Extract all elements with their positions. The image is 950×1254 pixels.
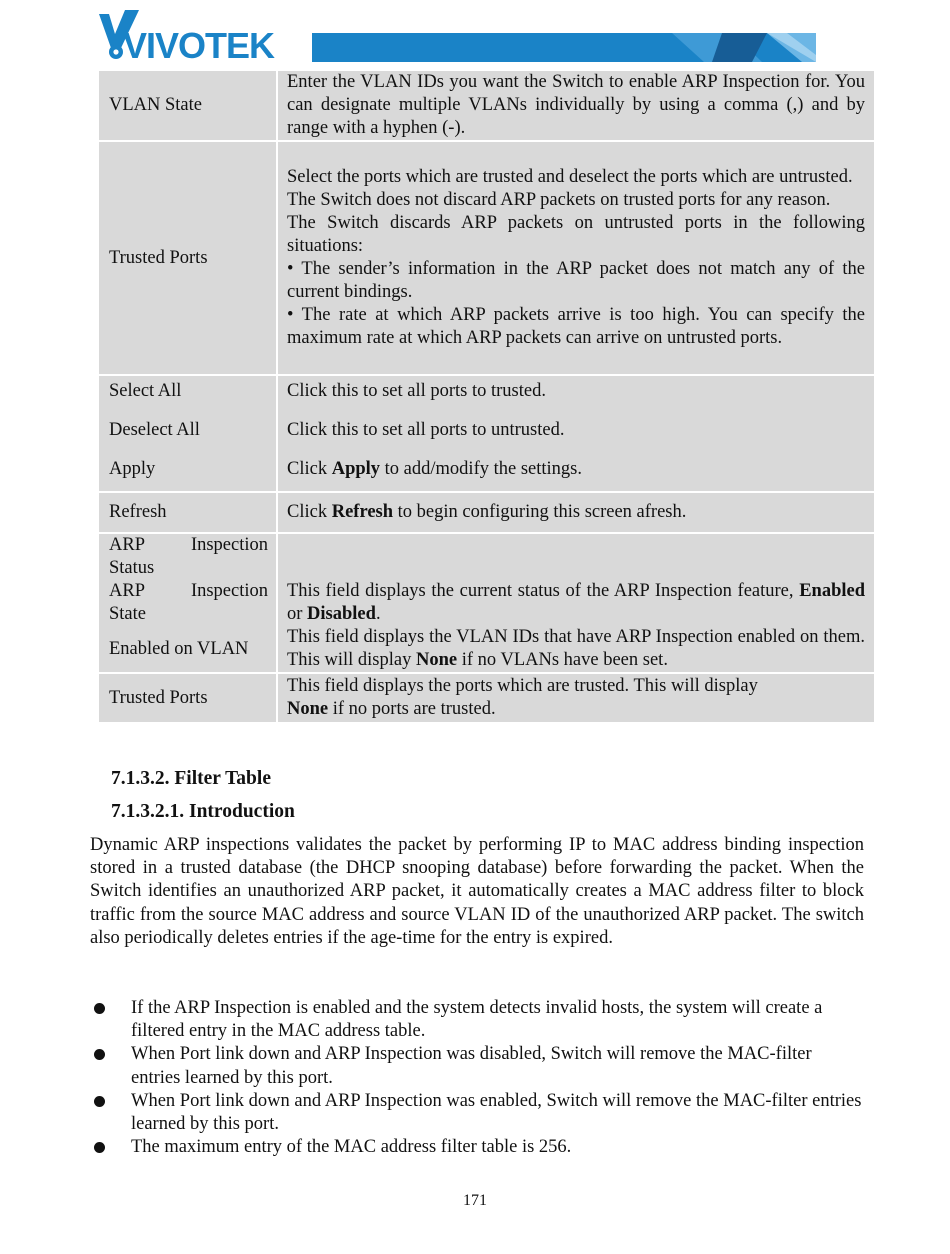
row-description-group bbox=[278, 534, 874, 674]
table-row bbox=[99, 534, 874, 674]
page-number: 171 bbox=[463, 1192, 487, 1209]
bullet-icon bbox=[94, 1096, 105, 1107]
apply-keyword: Apply bbox=[331, 459, 381, 479]
refresh-keyword: Refresh bbox=[331, 502, 394, 522]
list-item: When Port link down and ARP Inspection was disabled, Switch will remove the MAC-filter entries learned by this port. bbox=[90, 1043, 864, 1089]
list-item: If the ARP Inspection is enabled and the system detects invalid hosts, the system will create a filtered entry in the MAC address table. bbox=[90, 997, 864, 1043]
row-description: Click this to set all ports to untrusted. bbox=[287, 420, 565, 440]
bullet-icon bbox=[94, 1142, 105, 1153]
subsection-heading: 7.1.3.2.1. Introduction bbox=[111, 801, 295, 822]
vivotek-logo bbox=[95, 8, 310, 64]
desc-line: • The sender’s information in the ARP packet does not match any of the current bindings. bbox=[287, 259, 865, 302]
row-description: This field displays the VLAN IDs that have ARP Inspection enabled on them. This will display None if no VLANs have been set. bbox=[287, 627, 865, 670]
row-label-word: Inspection bbox=[190, 535, 268, 555]
row-description: Click this to set all ports to trusted. bbox=[287, 381, 546, 401]
row-label-group bbox=[99, 376, 278, 493]
row-description-group bbox=[278, 376, 874, 493]
parameter-table bbox=[99, 71, 874, 722]
row-description: Enter the VLAN IDs you want the Switch to enable ARP Inspection for. You can designate multiple VLANs individually by using a comma (,) and by range with a hyphen (-). bbox=[278, 71, 874, 142]
row-label: Trusted Ports bbox=[99, 674, 278, 722]
row-description: Click Apply to add/modify the settings. bbox=[287, 459, 582, 479]
desc-line: The Switch does not discard ARP packets on trusted ports for any reason. bbox=[287, 190, 831, 210]
row-label-word: Status bbox=[109, 558, 155, 578]
desc-line: • The rate at which ARP packets arrive is too high. You can specify the maximum rate at which ARP packets can arrive on untrusted ports. bbox=[287, 305, 865, 348]
bullet-icon bbox=[94, 1003, 105, 1014]
row-label-word: ARP bbox=[109, 535, 145, 555]
page-header bbox=[0, 0, 950, 70]
table-row bbox=[99, 71, 874, 142]
row-description bbox=[278, 142, 874, 376]
logo-text: VIVOTEK bbox=[123, 25, 275, 66]
row-label-word: ARP bbox=[109, 581, 145, 601]
row-label: Enabled on VLAN bbox=[109, 639, 249, 659]
row-label-word: State bbox=[109, 604, 146, 624]
desc-line: Select the ports which are trusted and deselect the ports which are untrusted. bbox=[287, 167, 853, 187]
table-row bbox=[99, 376, 874, 493]
bullet-list bbox=[90, 997, 864, 1159]
row-label-word: Inspection bbox=[190, 581, 268, 601]
row-label: VLAN State bbox=[99, 71, 278, 142]
table-row bbox=[99, 674, 874, 722]
list-item: The maximum entry of the MAC address filter table is 256. bbox=[90, 1136, 864, 1159]
table-row bbox=[99, 142, 874, 376]
table-row bbox=[99, 493, 874, 534]
row-label-group bbox=[99, 534, 278, 674]
row-label: Apply bbox=[109, 459, 156, 479]
row-description: Click Refresh to begin configuring this screen afresh. bbox=[278, 493, 874, 534]
bullet-icon bbox=[94, 1049, 105, 1060]
row-description: This field displays the current status of the ARP Inspection feature, Enabled or Disabled. bbox=[287, 581, 865, 624]
desc-line: The Switch discards ARP packets on untrusted ports in the following situations: bbox=[287, 213, 865, 256]
row-label: Refresh bbox=[99, 493, 278, 534]
header-banner bbox=[312, 33, 816, 62]
row-label: Trusted Ports bbox=[99, 142, 278, 376]
section-heading: 7.1.3.2. Filter Table bbox=[111, 768, 271, 789]
intro-paragraph: Dynamic ARP inspections validates the packet by performing IP to MAC address binding inspection stored in a trusted database (the DHCP snooping database) before forwarding the packet. When the Switch identifies an unauthorized ARP packet, it automatically creates a MAC address filter to block traffic from the source MAC address and source VLAN ID of the unauthorized ARP packet. The switch also periodically deletes entries if the age-time for the entry is expired. bbox=[90, 835, 864, 948]
list-item: When Port link down and ARP Inspection was enabled, Switch will remove the MAC-filter entries learned by this port. bbox=[90, 1090, 864, 1136]
row-label: Select All bbox=[109, 381, 182, 401]
row-label: Deselect All bbox=[109, 420, 200, 440]
row-description: This field displays the ports which are trusted. This will display None if no ports are trusted. bbox=[278, 674, 874, 722]
